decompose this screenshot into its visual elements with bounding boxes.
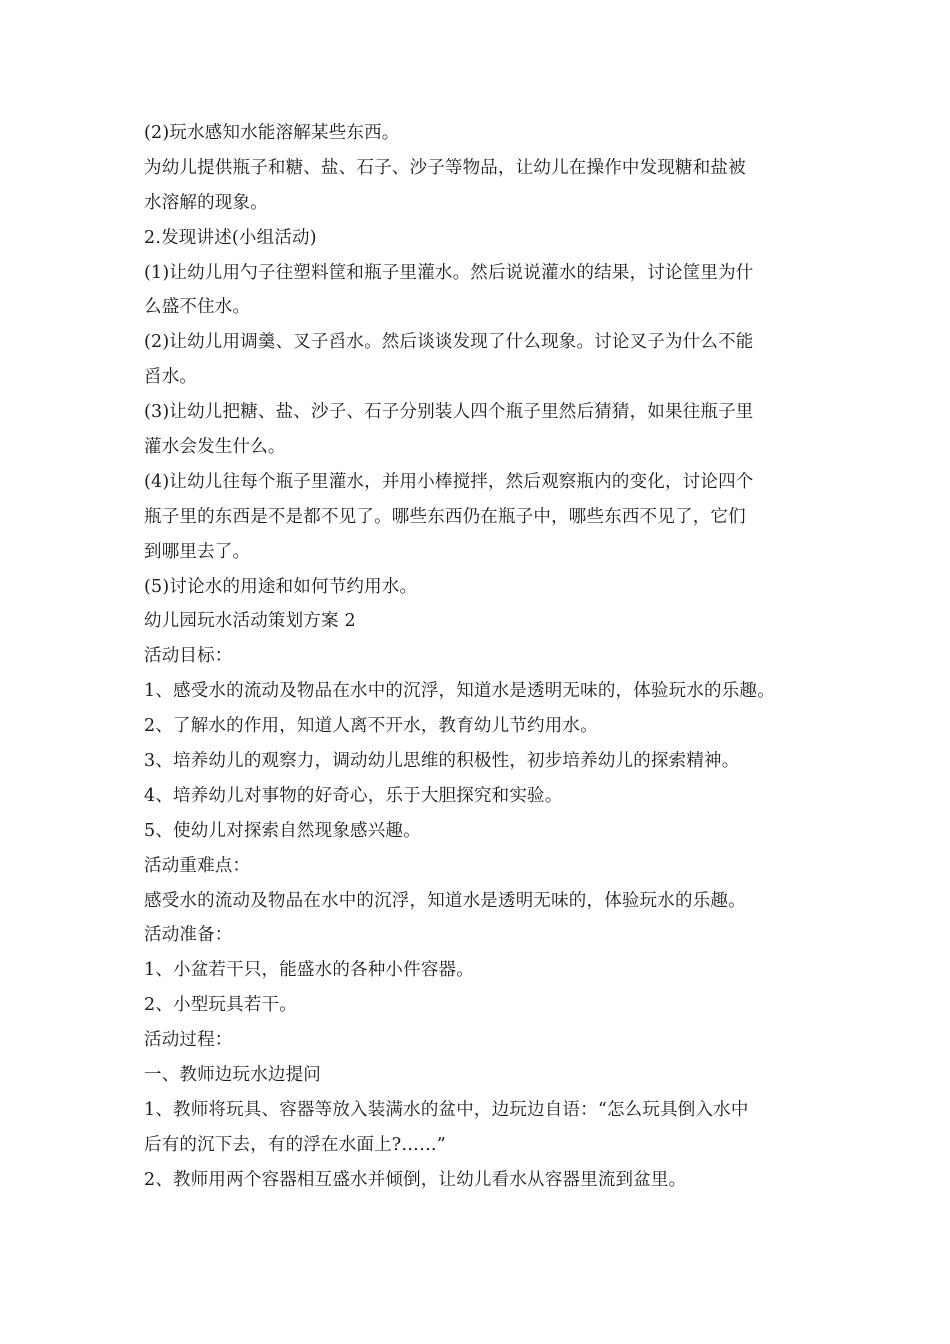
text-line: (1)让幼儿用勺子往塑料筐和瓶子里灌水。然后说说灌水的结果，讨论筐里为什	[144, 262, 754, 283]
text-line: 水溶解的现象。	[144, 192, 268, 213]
text-line: (5)讨论水的用途和如何节约用水。	[144, 576, 418, 597]
list-item: 5、使幼儿对探索自然现象感兴趣。	[144, 820, 421, 841]
text-line: (3)让幼儿把糖、盐、沙子、石子分别装人四个瓶子里然后猜猜，如果往瓶子里	[144, 402, 754, 423]
list-item: 3、培养幼儿的观察力，调动幼儿思维的积极性，初步培养幼儿的探索精神。	[144, 751, 740, 772]
list-item: 2、小型玩具若干。	[144, 995, 297, 1016]
section-heading: 活动重难点：	[144, 855, 251, 876]
section-heading: 一、教师边玩水边提问	[144, 1065, 321, 1086]
text-line: 么盛不住水。	[144, 297, 251, 318]
document-title: 幼儿园玩水活动策划方案 2	[144, 611, 356, 632]
text-line: (2)让幼儿用调羹、叉子舀水。然后谈谈发现了什么现象。讨论叉子为什么不能	[144, 332, 754, 353]
text-line: 到哪里去了。	[144, 541, 251, 562]
document-body	[144, 116, 824, 1198]
text-line: (2)玩水感知水能溶解某些东西。	[144, 123, 400, 143]
list-item: 1、感受水的流动及物品在水中的沉浮，知道水是透明无味的，体验玩水的乐趣。	[144, 681, 775, 702]
text-line: 瓶子里的东西是不是都不见了。哪些东西仍在瓶子中，哪些东西不见了，它们	[144, 506, 746, 527]
text-line: 为幼儿提供瓶子和糖、盐、石子、沙子等物品，让幼儿在操作中发现糖和盐被	[144, 157, 746, 178]
text-line: (4)让幼儿往每个瓶子里灌水，并用小棒搅拌，然后观察瓶内的变化，讨论四个	[144, 471, 754, 492]
text-line: 舀水。	[144, 367, 198, 388]
text-line: 感受水的流动及物品在水中的沉浮，知道水是透明无味的，体验玩水的乐趣。	[144, 890, 746, 911]
list-item: 2、了解水的作用，知道人离不开水，教育幼儿节约用水。	[144, 716, 598, 737]
section-heading: 2.发现讲述(小组活动)	[144, 227, 317, 248]
text-line: 后有的沉下去，有的浮在水面上?……”	[144, 1134, 446, 1155]
section-heading: 活动目标：	[144, 646, 233, 667]
list-item: 1、小盆若干只，能盛水的各种小件容器。	[144, 960, 474, 981]
list-item: 4、培养幼儿对事物的好奇心，乐于大胆探究和实验。	[144, 785, 563, 806]
section-heading: 活动过程：	[144, 1030, 233, 1051]
section-heading: 活动准备：	[144, 925, 233, 946]
list-item: 2、教师用两个容器相互盛水并倾倒，让幼儿看水从容器里流到盆里。	[144, 1169, 687, 1190]
list-item: 1、教师将玩具、容器等放入装满水的盆中，边玩边自语：“怎么玩具倒入水中	[144, 1099, 749, 1120]
text-line: 灌水会发生什么。	[144, 437, 286, 458]
